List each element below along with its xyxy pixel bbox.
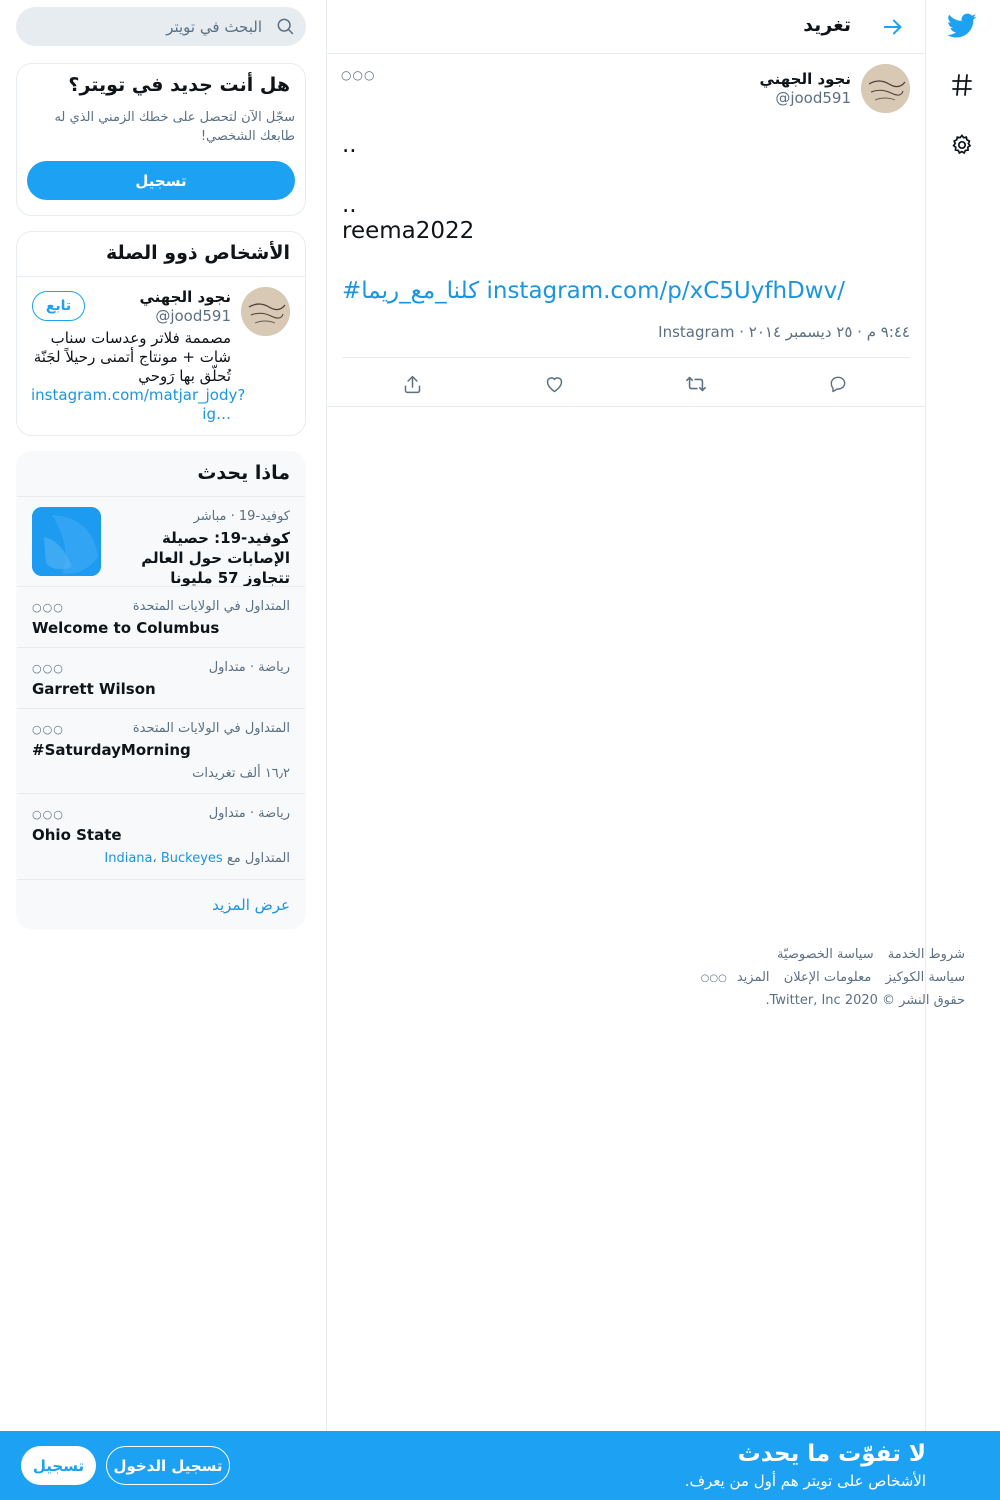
more-options-icon[interactable]: ○○○ — [341, 68, 376, 82]
relevant-people-card — [16, 231, 306, 436]
trend-name: #SaturdayMorning — [32, 741, 191, 759]
more-options-icon[interactable]: ○○○ — [32, 662, 64, 675]
tweet-timestamp[interactable]: ٩:٤٤ م · ٢٥ ديسمبر ٢٠١٤ · Instagram — [658, 323, 910, 341]
trend-related-link[interactable]: Indiana — [104, 851, 153, 866]
tweet-text-line: .. — [342, 132, 357, 158]
ads-info-link[interactable]: معلومات الإعلان — [783, 970, 872, 985]
instagram-link[interactable]: instagram.com/p/xC5UyfhDwv/ — [486, 278, 845, 304]
login-banner — [0, 1431, 1000, 1500]
person-bio-text: مصممة فلاتر وعدسات سناب شات + مونتاج أتمنى رحيلاً لجَنّة تُحلّق بها رَوحي — [33, 329, 231, 385]
trend-context: رياضة · متداول — [208, 806, 290, 821]
tweet-links — [342, 278, 845, 304]
person-handle[interactable]: @jood591 — [155, 307, 231, 325]
tweet — [327, 54, 925, 407]
privacy-link[interactable]: سياسة الخصوصيّة — [776, 947, 874, 962]
avatar[interactable] — [241, 287, 290, 336]
trend-name: Welcome to Columbus — [32, 619, 220, 637]
trend-context: رياضة · متداول — [208, 660, 290, 675]
trends-card — [16, 451, 306, 929]
reply-icon[interactable] — [822, 368, 854, 400]
cookies-link[interactable]: سياسة الكوكيز — [885, 970, 965, 985]
banner-subtitle: الأشخاص على تويتر هم أول من يعرف. — [684, 1472, 926, 1490]
search-box — [16, 7, 306, 46]
divider — [17, 276, 305, 277]
trend-item[interactable] — [17, 586, 305, 647]
footer-links — [767, 947, 965, 962]
trend-context: المتداول في الولايات المتحدة — [132, 721, 290, 736]
banner-title: لا تفوّت ما يحدث — [737, 1441, 926, 1467]
hashtag-icon[interactable] — [942, 65, 982, 105]
more-options-icon[interactable]: ○○○ — [700, 973, 727, 984]
nav-column — [925, 0, 1000, 1431]
page-header — [327, 0, 925, 54]
more-options-icon[interactable]: ○○○ — [32, 723, 64, 736]
footer-links — [701, 970, 965, 985]
signup-card-description: سجّل الآن لتحصل على خطك الزمني الذي له طابعك الشخصي! — [54, 110, 295, 144]
search-input[interactable] — [32, 7, 262, 46]
terms-link[interactable]: شروط الخدمة — [887, 947, 965, 962]
more-options-icon[interactable]: ○○○ — [32, 808, 64, 821]
author-handle[interactable]: @jood591 — [775, 89, 851, 107]
person-name[interactable]: نجود الجهني — [139, 288, 231, 306]
person-bio-link[interactable]: instagram.com/matjar_jody?ig… — [31, 386, 246, 423]
trend-item[interactable] — [17, 793, 305, 879]
share-icon[interactable] — [396, 368, 428, 400]
more-options-icon[interactable]: ○○○ — [32, 601, 64, 614]
show-more-row — [17, 879, 305, 929]
signup-card — [16, 63, 306, 216]
trend-context: كوفيد-19 · مباشر — [193, 509, 290, 524]
signup-button[interactable]: تسجيل — [27, 161, 295, 200]
author-name[interactable]: نجود الجهني — [759, 70, 851, 88]
show-more-link[interactable]: عرض المزيد — [212, 896, 290, 914]
tweet-actions — [342, 357, 910, 407]
tweet-text-line: reema2022 — [342, 218, 475, 244]
trend-name: Garrett Wilson — [32, 680, 156, 698]
trend-item[interactable] — [17, 647, 305, 708]
trend-tweet-count: ١٦٫٢ ألف تغريدات — [192, 766, 290, 781]
trend-item-covid[interactable] — [17, 496, 305, 586]
trend-name: Ohio State — [32, 826, 122, 844]
retweet-icon[interactable] — [680, 368, 712, 400]
signup-card-title: هل أنت جديد في تويتر؟ — [68, 74, 290, 96]
search-icon — [275, 16, 297, 38]
copyright: حقوق النشر © 2020 Twitter, Inc. — [765, 993, 965, 1008]
page-title: تغريد — [803, 14, 851, 36]
person-bio — [31, 329, 246, 424]
trend-item[interactable] — [17, 708, 305, 793]
more-link[interactable]: المزيد — [736, 970, 770, 985]
follow-button[interactable]: تابع — [32, 291, 85, 321]
like-icon[interactable] — [538, 368, 570, 400]
trend-context: المتداول في الولايات المتحدة — [132, 599, 290, 614]
relevant-people-title: الأشخاص ذوو الصلة — [106, 242, 290, 264]
twitter-bird-icon[interactable] — [942, 6, 982, 46]
avatar[interactable] — [861, 64, 910, 113]
trend-thumbnail — [32, 507, 101, 576]
hashtag-link[interactable]: #كلنا_مع_ريما — [342, 278, 480, 304]
main-column — [326, 0, 926, 1431]
trend-related-link[interactable]: Buckeyes — [160, 851, 223, 866]
tweet-text-line: .. — [342, 192, 357, 218]
arrow-right-icon[interactable] — [875, 10, 911, 44]
gear-icon[interactable] — [942, 125, 982, 165]
trends-title: ماذا يحدث — [197, 462, 290, 484]
trend-related-prefix: المتداول مع — [226, 851, 290, 866]
trend-headline: كوفيد-19: حصيلة الإصابات حول العالم تتجاوز 57 مليونا — [141, 529, 290, 587]
login-button[interactable]: تسجيل الدخول — [106, 1446, 230, 1485]
signup-button[interactable]: تسجيل — [21, 1446, 96, 1485]
trend-related: المتداول مع Indiana، Buckeyes — [104, 851, 290, 866]
